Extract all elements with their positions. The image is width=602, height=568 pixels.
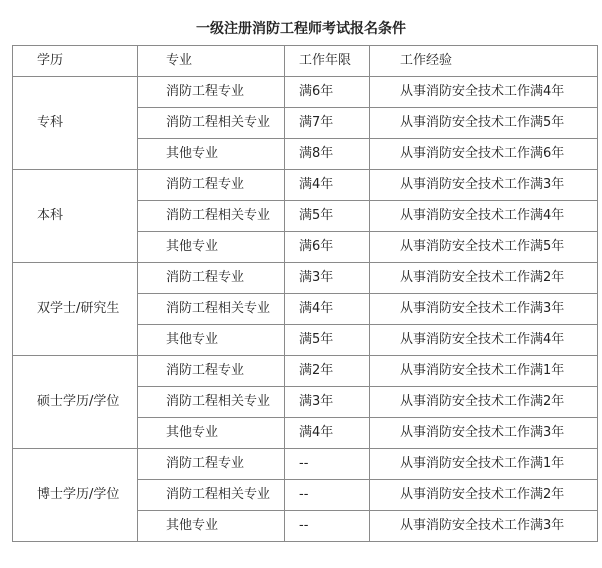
education-cell: 专科 bbox=[13, 77, 138, 170]
experience-cell: 从事消防安全技术工作满2年 bbox=[370, 387, 598, 418]
major-cell: 消防工程专业 bbox=[138, 263, 285, 294]
experience-cell: 从事消防安全技术工作满3年 bbox=[370, 294, 598, 325]
years-cell: 满4年 bbox=[285, 170, 370, 201]
major-cell: 消防工程专业 bbox=[138, 356, 285, 387]
years-cell: -- bbox=[285, 480, 370, 511]
major-cell: 其他专业 bbox=[138, 511, 285, 542]
experience-cell: 从事消防安全技术工作满3年 bbox=[370, 418, 598, 449]
major-cell: 消防工程相关专业 bbox=[138, 387, 285, 418]
years-cell: 满7年 bbox=[285, 108, 370, 139]
major-cell: 其他专业 bbox=[138, 325, 285, 356]
years-cell: 满3年 bbox=[285, 263, 370, 294]
requirements-table bbox=[12, 45, 598, 542]
years-cell: 满5年 bbox=[285, 201, 370, 232]
years-cell: 满6年 bbox=[285, 77, 370, 108]
education-cell: 硕士学历/学位 bbox=[13, 356, 138, 449]
major-cell: 其他专业 bbox=[138, 232, 285, 263]
table-row bbox=[13, 449, 598, 480]
experience-cell: 从事消防安全技术工作满6年 bbox=[370, 139, 598, 170]
experience-cell: 从事消防安全技术工作满2年 bbox=[370, 263, 598, 294]
experience-cell: 从事消防安全技术工作满5年 bbox=[370, 232, 598, 263]
major-cell: 其他专业 bbox=[138, 418, 285, 449]
page-title: 一级注册消防工程师考试报名条件 bbox=[196, 21, 406, 37]
major-cell: 消防工程专业 bbox=[138, 170, 285, 201]
years-cell: 满8年 bbox=[285, 139, 370, 170]
experience-cell: 从事消防安全技术工作满5年 bbox=[370, 108, 598, 139]
experience-cell: 从事消防安全技术工作满3年 bbox=[370, 511, 598, 542]
years-cell: 满4年 bbox=[285, 418, 370, 449]
years-cell: -- bbox=[285, 449, 370, 480]
table-row bbox=[13, 356, 598, 387]
experience-cell: 从事消防安全技术工作满4年 bbox=[370, 77, 598, 108]
years-cell: 满5年 bbox=[285, 325, 370, 356]
experience-cell: 从事消防安全技术工作满4年 bbox=[370, 325, 598, 356]
header-years: 工作年限 bbox=[285, 46, 370, 77]
education-cell: 本科 bbox=[13, 170, 138, 263]
table-row bbox=[13, 170, 598, 201]
experience-cell: 从事消防安全技术工作满2年 bbox=[370, 480, 598, 511]
years-cell: 满6年 bbox=[285, 232, 370, 263]
major-cell: 消防工程相关专业 bbox=[138, 480, 285, 511]
experience-cell: 从事消防安全技术工作满1年 bbox=[370, 356, 598, 387]
years-cell: 满3年 bbox=[285, 387, 370, 418]
table-header-row bbox=[13, 46, 598, 77]
years-cell: 满4年 bbox=[285, 294, 370, 325]
major-cell: 消防工程相关专业 bbox=[138, 294, 285, 325]
years-cell: 满2年 bbox=[285, 356, 370, 387]
table-row bbox=[13, 263, 598, 294]
major-cell: 其他专业 bbox=[138, 139, 285, 170]
experience-cell: 从事消防安全技术工作满1年 bbox=[370, 449, 598, 480]
years-cell: -- bbox=[285, 511, 370, 542]
experience-cell: 从事消防安全技术工作满3年 bbox=[370, 170, 598, 201]
table-row bbox=[13, 77, 598, 108]
header-major: 专业 bbox=[138, 46, 285, 77]
major-cell: 消防工程相关专业 bbox=[138, 108, 285, 139]
education-cell: 双学士/研究生 bbox=[13, 263, 138, 356]
major-cell: 消防工程相关专业 bbox=[138, 201, 285, 232]
education-cell: 博士学历/学位 bbox=[13, 449, 138, 542]
major-cell: 消防工程专业 bbox=[138, 449, 285, 480]
table-body bbox=[13, 77, 598, 542]
major-cell: 消防工程专业 bbox=[138, 77, 285, 108]
experience-cell: 从事消防安全技术工作满4年 bbox=[370, 201, 598, 232]
header-education: 学历 bbox=[13, 46, 138, 77]
header-experience: 工作经验 bbox=[370, 46, 598, 77]
